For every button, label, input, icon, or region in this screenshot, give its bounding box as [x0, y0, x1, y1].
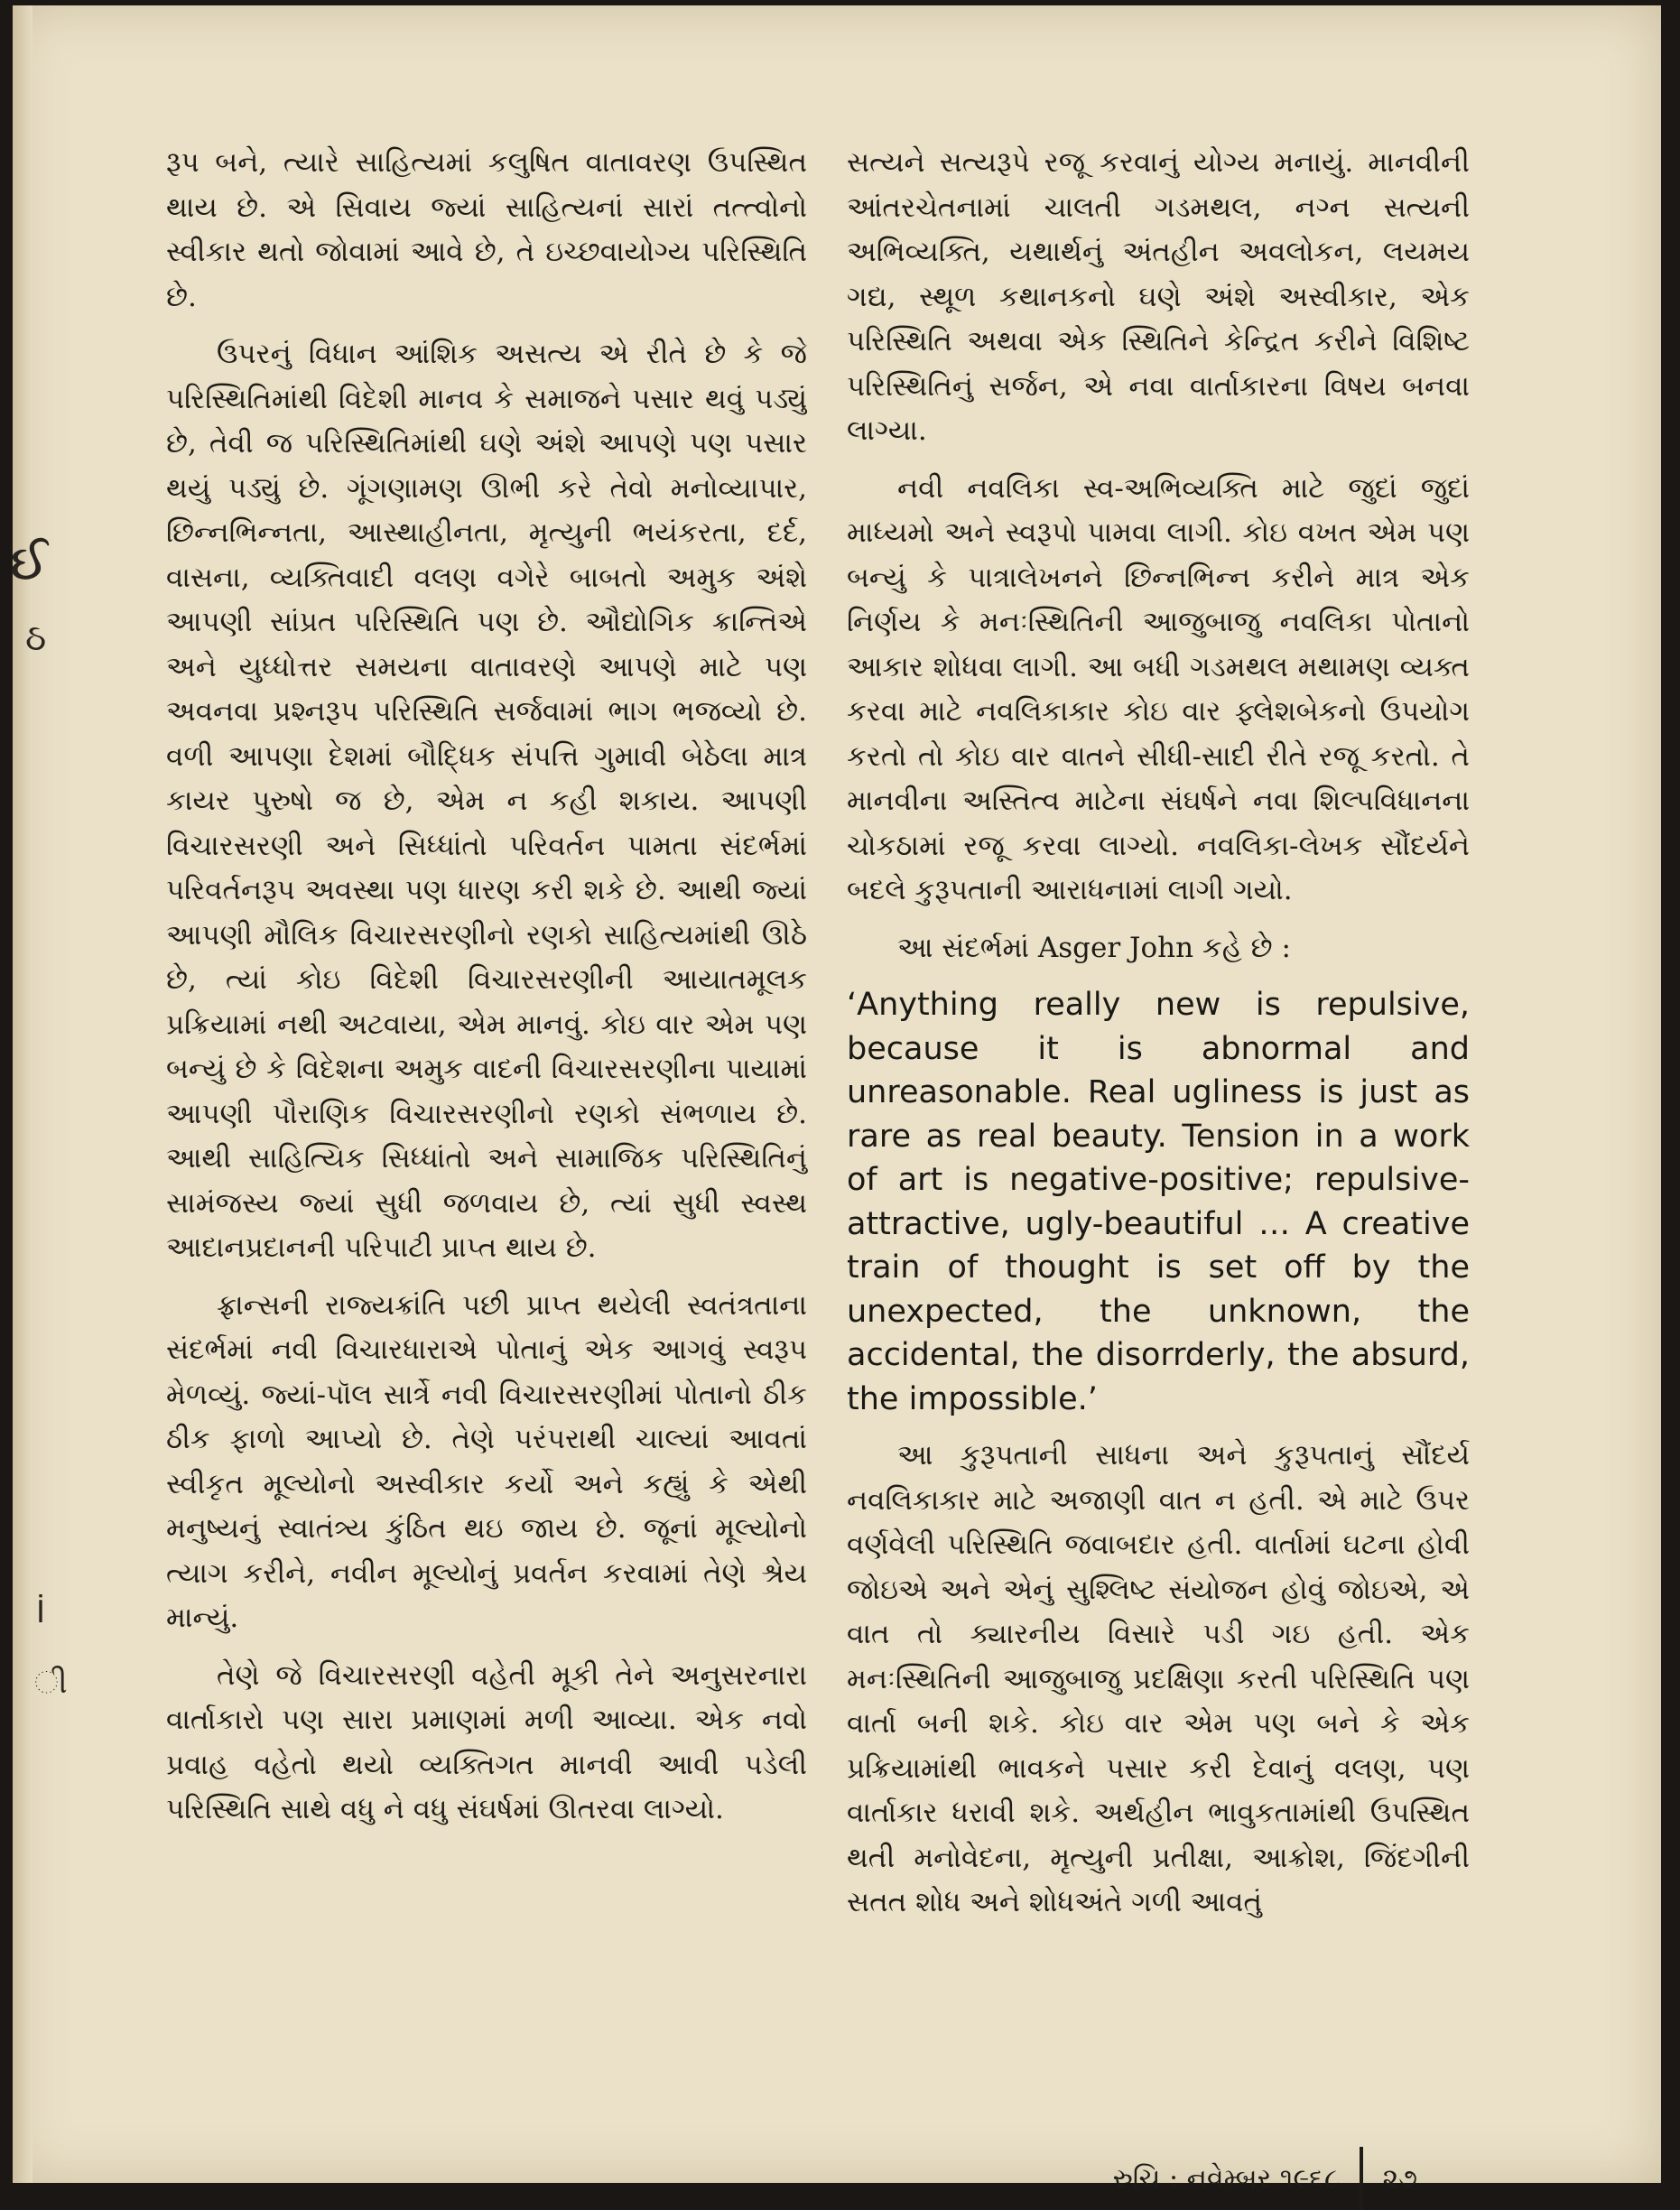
margin-mark-4: ી	[34, 1665, 68, 1701]
right-column	[847, 141, 1470, 1938]
margin-mark-3: İ	[36, 1594, 46, 1630]
margin-mark-1: ઈ	[11, 536, 48, 590]
english-quote: ‘Anything really new is repulsive, because it is abnormal and unreasonable. Real ugliness is just as rare as real beauty. Tension in a work of art is negative-positive; repulsive-attractive, ugly-beautiful … A creative train of thought is set off by the unexpected, the unknown, the accidental, the disorrderly, the absurd, the impossible.’	[847, 987, 1470, 1417]
quote-intro: આ સંદર્ભમાં Asger John કહે છે :	[897, 931, 1291, 964]
page-spine-shadow	[13, 5, 32, 2183]
page-footer	[1113, 2147, 1417, 2210]
paragraph: આ કુરૂપતાની સાધના અને કુરૂપતાનું સૌંદર્ય નવલિકાકાર માટે અજાણી વાત ન હતી. એ માટે ઉપર વર્ણવેલી પરિસ્થિતિ જવાબદાર હતી. વાર્તામાં ઘટના હોવી જોઇએ અને એનું સુશ્લિષ્ટ સંયોજન હોવું જોઇએ, એ વાત તો ક્યારનીય વિસારે પડી ગઇ હતી. એક મનઃસ્થિતિની આજુબાજુ પ્રદક્ષિણા કરતી પરિસ્થિતિ પણ વાર્તા બની શકે. કોઇ વાર એમ પણ બને કે એક પ્રક્રિયામાંથી ભાવકને પસાર કરી દેવાનું વલણ, પણ વાર્તાકાર ધરાવી શકે. અર્થહીન ભાવુકતામાંથી ઉપસ્થિત થતી મનોવેદના, મૃત્યુની પ્રતીક્ષા, આક્રોશ, જિંદગીની સતત શોધ અને શોધઅંતે ગળી આવતું	[847, 1439, 1470, 1918]
paragraph: તેણે જે વિચારસરણી વહેતી મૂકી તેને અનુસરનારા વાર્તાકારો પણ સારા પ્રમાણમાં મળી આવ્યા. એક નવો પ્રવાહ વહેતો થયો વ્યક્તિગત માનવી આવી પડેલી પરિસ્થિતિ સાથે વધુ ને વધુ સંઘર્ષમાં ઊતરવા લાગ્યો.	[166, 1658, 807, 1825]
margin-mark-2: ઠ	[25, 618, 47, 659]
paragraph: રૂપ બને, ત્યારે સાહિત્યમાં કલુષિત વાતાવરણ ઉપસ્થિત થાય છે. એ સિવાય જ્યાં સાહિત્યનાં સારાં તત્ત્વોનો સ્વીકાર થતો જોવામાં આવે છે, તે ઇચ્છવાયોગ્ય પરિસ્થિતિ છે.	[166, 146, 807, 313]
page-sheet	[11, 5, 1661, 2195]
footer-divider	[1360, 2147, 1363, 2210]
paragraph: નવી નવલિકા સ્વ-અભિવ્યક્તિ માટે જુદાં જુદાં માધ્યમો અને સ્વરૂપો પામવા લાગી. કોઇ વખત એમ પણ બન્યું કે પાત્રાલેખનને છિન્નભિન્ન કરીને માત્ર એક નિર્ણય કે મનઃસ્થિતિની આજુબાજુ નવલિકા પોતાનો આકાર શોધવા લાગી. આ બધી ગડમથલ મથામણ વ્યક્ત કરવા માટે નવલિકાકાર કોઇ વાર ફ્લેશબેકનો ઉપયોગ કરતો તો કોઇ વાર વાતને સીધી-સાદી રીતે રજૂ કરતો. તે માનવીના અસ્તિત્વ માટેના સંઘર્ષને નવા શિલ્પવિધાનના ચોકઠામાં રજૂ કરવા લાગ્યો. નવલિકા-લેખક સૌંદર્યને બદલે કુરૂપતાની આરાધનામાં લાગી ગયો.	[847, 471, 1470, 906]
page-number: ૨૭	[1382, 2162, 1417, 2195]
journal-issue: રુચિ : નવેમ્બર ૧૯૬૮	[1112, 2162, 1340, 2195]
paragraph: સત્યને સત્યરૂપે રજૂ કરવાનું યોગ્ય મનાયું. માનવીની આંતરચેતનામાં ચાલતી ગડમથલ, નગ્ન સત્યની અભિવ્યક્તિ, યથાર્થનું અંતહીન અવલોકન, લયમય ગદ્ય, સ્થૂળ કથાનકનો ઘણે અંશે અસ્વીકાર, એક પરિસ્થિતિ અથવા એક સ્થિતિને કેન્દ્રિત કરીને વિશિષ્ટ પરિસ્થિતિનું સર્જન, એ નવા વાર્તાકારના વિષય બનવા લાગ્યા.	[847, 146, 1470, 447]
left-column	[166, 141, 807, 1845]
paragraph: ઉપરનું વિધાન આંશિક અસત્ય એ રીતે છે કે જે પરિસ્થિતિમાંથી વિદેશી માનવ કે સમાજને પસાર થવું પડ્યું છે, તેવી જ પરિસ્થિતિમાંથી ઘણે અંશે આપણે પણ પસાર થયું પડ્યું છે. ગૂંગણામણ ઊભી કરે તેવો મનોવ્યાપાર, છિન્નભિન્નતા, આસ્થાહીનતા, મૃત્યુની ભયંકરતા, દર્દ, વાસના, વ્યક્તિવાદી વલણ વગેરે બાબતો અમુક અંશે આપણી સાંપ્રત પરિસ્થિતિ પણ છે. ઔદ્યોગિક ક્રાન્તિએ અને યુધ્ધોત્તર સમયના વાતાવરણે આપણે માટે પણ અવનવા પ્રશ્નરૂપ પરિસ્થિતિ સર્જવામાં ભાગ ભજવ્યો છે. વળી આપણા દેશમાં બૌદ્ધિક સંપત્તિ ગુમાવી બેઠેલા માત્ર કાયર પુરુષો જ છે, એમ ન કહી શકાય. આપણી વિચારસરણી અને સિધ્ધાંતો પરિવર્તન પામતા સંદર્ભમાં પરિવર્તનરૂપ અવસ્થા પણ ધારણ કરી શકે છે. આથી જ્યાં આપણી મૌલિક વિચારસરણીનો રણકો સાહિત્યમાંથી ઊઠે છે, ત્યાં કોઇ વિદેશી વિચારસરણીની આયાતમૂલક પ્રક્રિયામાં નથી અટવાયા, એમ માનવું. કોઇ વાર એમ પણ બન્યું છે કે વિદેશના અમુક વાદની વિચારસરણીના પાયામાં આપણી પૌરાણિક વિચારસરણીનો રણકો સંભળાય છે. આથી સાહિત્યિક સિધ્ધાંતો અને સામાજિક પરિસ્થિતિનું સામંજસ્ય જ્યાં સુધી જળવાય છે, ત્યાં સુધી સ્વસ્થ આદાનપ્રદાનની પરિપાટી પ્રાપ્ત થાય છે.	[166, 338, 807, 1264]
paragraph: ફ્રાન્સની રાજ્યક્રાંતિ પછી પ્રાપ્ત થયેલી સ્વતંત્રતાના સંદર્ભમાં નવી વિચારધારાએ પોતાનું એક આગવું સ્વરૂપ મેળવ્યું. જ્યાં-પૉલ સાર્ત્રે નવી વિચારસરણીમાં પોતાનો ઠીક ઠીક ફાળો આપ્યો છે. તેણે પરંપરાથી ચાલ્યાં આવતાં સ્વીકૃત મૂલ્યોનો અસ્વીકાર કર્યો અને કહ્યું કે એથી મનુષ્યનું સ્વાતંત્ર્ય કુંઠિત થઇ જાય છે. જૂનાં મૂલ્યોનો ત્યાગ કરીને, નવીન મૂલ્યોનું પ્રવર્તન કરવામાં તેણે શ્રેય માન્યું.	[166, 1288, 807, 1634]
